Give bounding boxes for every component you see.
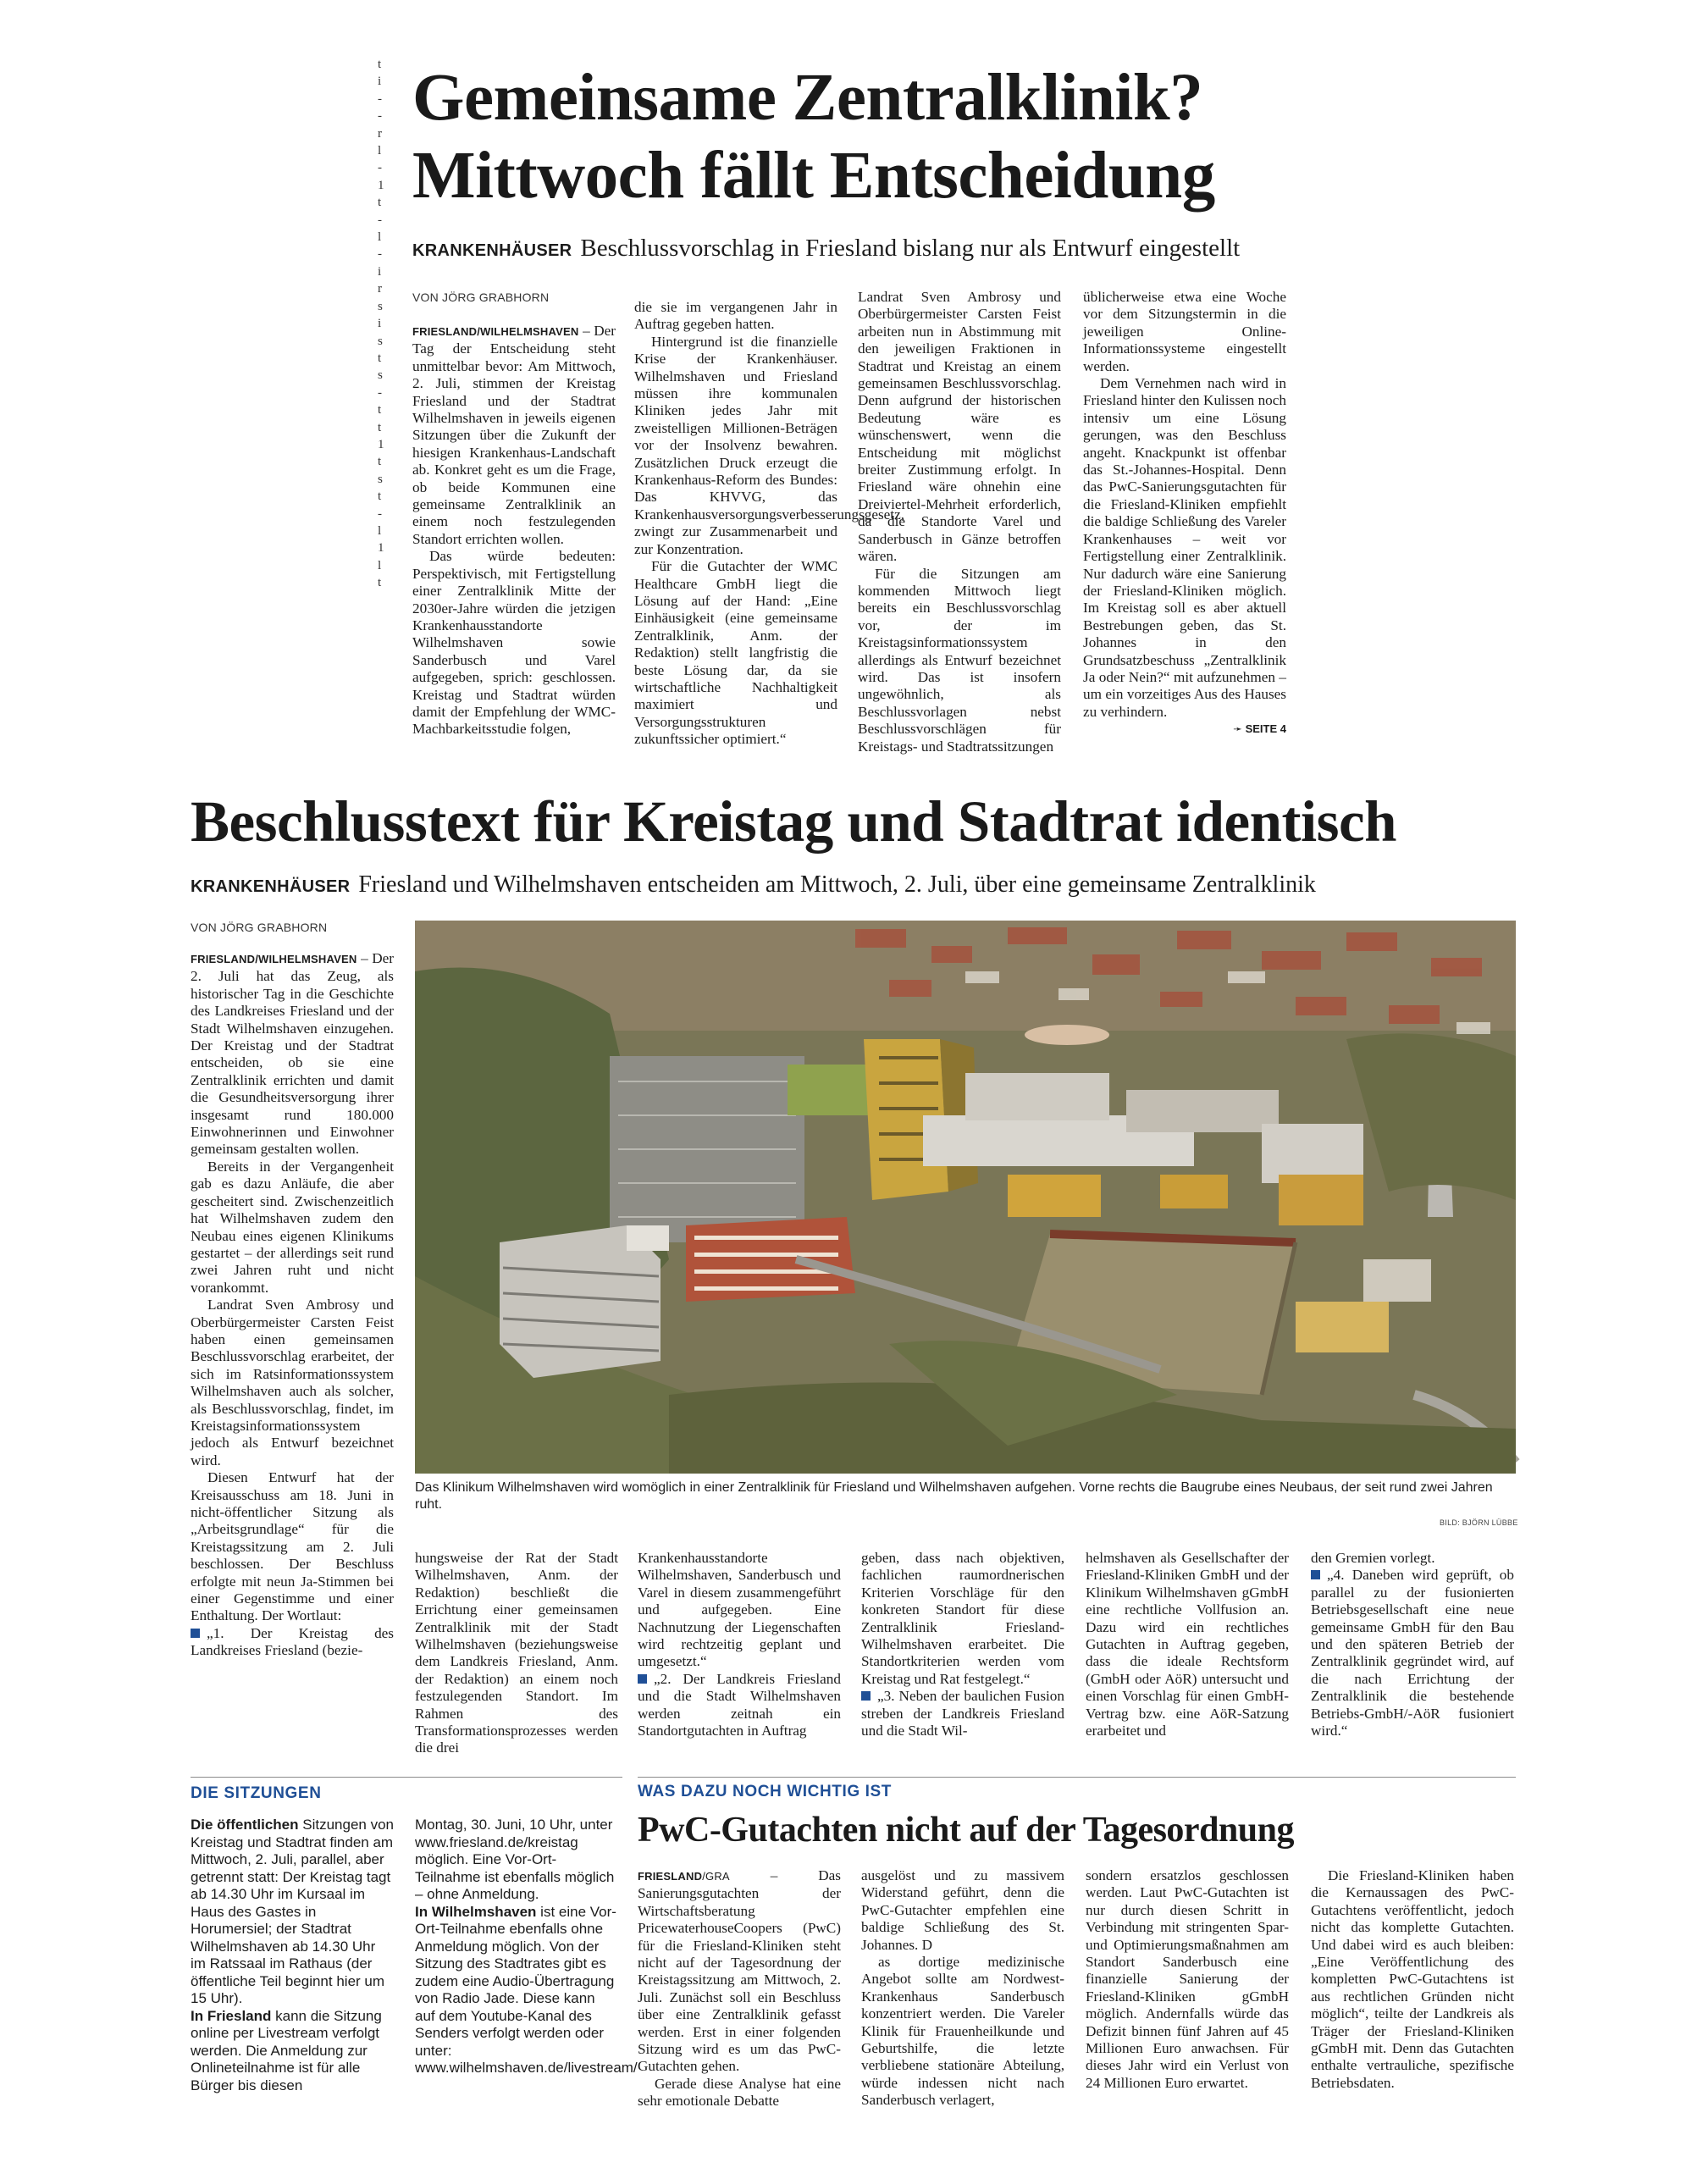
sitzungen-col1 <box>191 1817 394 2094</box>
list-square-icon <box>861 1691 871 1701</box>
aerial-hospital-illustration <box>415 921 1516 1474</box>
article2-col3 <box>638 1550 841 1757</box>
article2-photo-credit: BILD: BJÖRN LÜBBE <box>1440 1518 1518 1527</box>
list-square-icon <box>1311 1570 1320 1579</box>
margin-fragment: - <box>378 247 382 262</box>
article1-col4 <box>1083 289 1286 763</box>
article2-col6-item: „4. Daneben wird geprüft, ob parallel zu der fusionierten Betriebsgesellschaft eine neue gemeinsame GmbH für den Bau und den späteren Betrieb der Zentralklinik gegründet wird, auf die nach Errichtung der Zentralklinik die bestehende Betriebs-GmbH/-AöR fusioniert wird.“ <box>1311 1567 1514 1739</box>
article2-col6-p1: den Gremien vorlegt. <box>1311 1550 1435 1566</box>
article1-headline-line2: Mittwoch fällt Entscheidung <box>412 139 1215 213</box>
sitzungen-col1-p1: Die öffentlichen Sitzungen von Kreistag und Stadtrat finden am Mittwoch, 2. Juli, parallel, aber getrennt statt: Der Kreistag tagt ab 14.30 Uhr im Kursaal im Haus des Gastes in Horumersiel; der Stadtrat Wilhelmshaven ab 14.30 Uhr im Ratssaal im Rathaus (der öffentliche Teil beginnt hier um 15 Uhr). <box>191 1817 394 2006</box>
article1-page-reference[interactable]: ➛ SEITE 4 <box>1233 722 1286 736</box>
article2-subhead: Friesland und Wilhelmshaven entscheiden am Mittwoch, 2. Juli, über eine gemeinsame Zentralklinik <box>358 871 1316 898</box>
article3-dateline: FRIESLAND/GRA <box>638 1870 730 1883</box>
sitzungen-title: DIE SITZUNGEN <box>191 1784 322 1802</box>
list-square-icon <box>638 1674 647 1684</box>
article3-col3 <box>1086 1867 1289 2147</box>
margin-fragment: i <box>378 264 382 279</box>
article2-headline: Beschlusstext für Kreistag und Stadtrat identisch <box>191 789 1396 854</box>
article1-col3-p2: Für die Sitzungen am kommenden Mittwoch liegt bereits ein Beschlussvorschlag vor, der im Kreistagsinformationssystem allerdings als Entwurf bezeichnet wird. Das ist insofern ungewöhnlich, als Beschlussvorlagen nebst Beschlussvorschlägen für Kreistags- und Stadtratssitzungen <box>858 565 1061 755</box>
sitzungen-rule <box>191 1777 622 1778</box>
article2-col2-p1: hungsweise der Rat der Stadt Wilhelmshaven, Anm. der Redaktion) beschließt die Errichtung einer gemeinsamen Zentralklinik mit der Stadt Wilhelmshaven (beziehungsweise dem Landkreis Friesland, Anm. der Redaktion) an einem noch festzulegenden Standort. Im Rahmen des Transformationsprozesses werden die drei <box>415 1550 618 1756</box>
sitzungen-col1-p2: In Friesland kann die Sitzung online per Livestream verfolgt werden. Die Anmeldung zur Onlineteilnahme ist für alle Bürger bis diesen <box>191 2007 382 2093</box>
article1-col1 <box>412 323 616 759</box>
article1-col2-p1: die sie im vergangenen Jahr in Auftrag gegeben hatten. <box>634 299 837 333</box>
article3-col2 <box>861 1867 1064 2147</box>
list-square-icon <box>191 1629 200 1638</box>
article2-photo-caption: Das Klinikum Wilhelmshaven wird womöglich in einer Zentralklinik für Friesland und Wilhelmshaven aufgehen. Vorne rechts die Baugrube eines Neubaus, der seit rund zwei Jahren ruht. <box>415 1480 1493 1512</box>
article3-col1 <box>638 1867 841 2147</box>
article2-col1-p4: Diesen Entwurf hat der Kreisausschuss am 18. Juni in nicht-öffentlicher Sitzung als „Arbeitsgrundlage“ für die Kreistagssitzung am 2. Juli beschlossen. Der Beschluss erfolgte mit neun Ja-Stimmen bei einer Gegenstimme und einer Enthaltung. Der Wortlaut: <box>191 1469 394 1624</box>
article2-col4-item: „3. Neben der baulichen Fusion streben der Landkreis Friesland und die Stadt Wil- <box>861 1688 1064 1739</box>
article2-topline <box>191 870 1316 902</box>
article1-col2-p2: Hintergrund ist die finanzielle Krise der Krankenhäuser. Wilhelmshaven und Friesland müssen ihre kommunalen Kliniken jedes Jahr mit zweistelligen Millionen-Beträgen vor der Insolvenz bewahren. Zusätzlichen Druck erzeugt die Krankenhaus-Reform des Bundes: Das KHVVG, das Krankenhausversorgungsverbesserungsgesetz, zwingt zur Zusammenarbeit und zur Konzentration. <box>634 333 904 557</box>
margin-fragment: - <box>378 161 382 175</box>
article1-subhead: Beschlussvorschlag in Friesland bislang nur als Entwurf eingestellt <box>580 235 1241 262</box>
article3-col1-p2: Gerade diese Analyse hat eine sehr emotionale Debatte <box>638 2075 841 2110</box>
margin-fragment: r <box>378 282 382 296</box>
article2-col3-item: „2. Der Landkreis Friesland und die Stadt Wilhelmshaven werden zeitnah ein Standortgutachten in Auftrag <box>638 1670 841 1739</box>
margin-fragment: l <box>378 144 382 158</box>
margin-fragment: - <box>378 385 382 400</box>
article2-col4-p1: geben, dass nach objektiven, fachlichen raumordnerischen Kriterien Vorschläge für den konkreten Standort für diese Zentralklinik Friesland-Wilhelmshaven erarbeitet. Die Standortkriterien werden vom Kreistag und Rat festgelegt.“ <box>861 1550 1064 1687</box>
margin-fragment: s <box>378 299 383 313</box>
margin-fragment: - <box>378 109 382 124</box>
article2-col1-item: „1. Der Kreistag des Landkreises Friesland (bezie- <box>191 1624 394 1659</box>
margin-fragment: t <box>378 351 382 365</box>
margin-fragment: t <box>378 58 382 71</box>
margin-fragment: - <box>378 213 382 227</box>
article1-col1-p2: Das würde bedeuten: Perspektivisch, mit Fertigstellung einer Zentralklinik Mitte der 2030er-Jahre würden die jetzigen Krankenhausstandorte Wilhelmshaven sowie Sanderbusch und Varel aufgegeben, sprich: geschlossen. Kreistag und Stadtrat würden damit der Empfehlung der WMC-Machbarkeitsstudie folgen, <box>412 548 616 738</box>
margin-fragment: l <box>378 230 382 245</box>
article1-topline <box>412 233 1240 266</box>
sitzungen-col2-p2: In Wilhelmshaven ist eine Vor-Ort-Teilnahme ebenfalls ohne Anmeldung möglich. Von der Sitzung des Stadtrates gibt es zudem eine Audio-Übertragung von Radio Jade. Diese kann auf dem Youtube-Kanal des Senders verfolgt werden oder unter: www.wilhelmshaven.de/livestream/ <box>415 1903 638 2076</box>
article1-col3-p1: Landrat Sven Ambrosy und Oberbürgermeister Carsten Feist arbeiten nun in Abstimmung mit den jeweiligen Fraktionen in Stadtrat und Kreistag an einem gemeinsamen Beschlussvorschlag. Denn aufgrund der historischen Bedeutung wäre es wünschenswert, wenn die Entscheidung mit möglichst breiter Zustimmung erfolgt. In Friesland wäre ohnehin eine Dreiviertel-Mehrheit erforderlich, da die Standorte Varel und Sanderbusch in Gänze betroffen wären. <box>858 289 1061 565</box>
margin-fragment: t <box>378 403 382 418</box>
sitzungen-col2-p1: Montag, 30. Juni, 10 Uhr, unter www.friesland.de/kreistag möglich. Eine Vor-Ort-Teilnahme ist ebenfalls möglich – ohne Anmeldung. <box>415 1817 615 1902</box>
article2-col5-p1: helmshaven als Gesellschafter der Friesland-Kliniken GmbH und der Klinikum Wilhelmshaven gGmbH eine rechtliche Vollfusion an. Dazu wird ein rechtliches Gutachten in Auftrag gegeben, dass die ideale Rechtsform (GmbH oder AöR) untersucht und einen Vorschlag für einen GmbH-Vertrag bzw. eine AöR-Satzung erarbeitet und <box>1086 1550 1289 1739</box>
article2-col1 <box>191 950 394 1755</box>
margin-fragment: t <box>378 489 382 504</box>
article1-col3 <box>858 289 1061 760</box>
margin-fragment: i <box>378 317 382 331</box>
article2-photo <box>415 921 1516 1474</box>
margin-fragment: s <box>378 368 383 383</box>
article2-byline: VON JÖRG GRABHORN <box>191 921 328 934</box>
article3-col4-p1: Die Friesland-Kliniken haben die Kernaussagen des PwC-Gutachtens veröffentlicht, jedoch nicht das komplette Gutachten. Und dabei wird es auch bleiben: „Eine Veröffentlichung des kompletten PwC-Gutachtens ist aus rechtlichen Gründen nicht möglich“, teilte der Landkreis als Träger der Friesland-Kliniken gGmbH mit. Denn das Gutachten enthalte vertrauliche, spezifische Betriebsdaten. <box>1311 1867 1514 2091</box>
article2-col2 <box>415 1550 618 1757</box>
article2-dateline: FRIESLAND/WILHELMSHAVEN <box>191 953 357 965</box>
article1-headline <box>412 59 1344 215</box>
article3-col4 <box>1311 1867 1514 2147</box>
article1-headline-line1: Gemeinsame Zentralklinik? <box>412 61 1203 135</box>
article3-section-label: WAS DAZU NOCH WICHTIG IST <box>638 1783 892 1800</box>
article3-headline: PwC-Gutachten nicht auf der Tagesordnung <box>638 1811 1295 1850</box>
article1-col2-p3: Für die Gutachter der WMC Healthcare GmbH liegt die Lösung auf der Hand: „Eine Einhäusigkeit (eine gemeinsame Zentralklinik, Anm. der Redaktion) stellt langfristig die beste Lösung dar, da sie wirtschaftliche Nachhaltigkeit maximiert und Versorgungsstrukturen zukunftssicher optimiert.“ <box>634 558 837 748</box>
margin-fragment: t <box>378 420 382 434</box>
article1-col1-p1: FRIESLAND/WILHELMSHAVEN – Der Tag der Entscheidung steht unmittelbar bevor: Am Mittwoch, 2. Juli, stimmen der Kreistag Friesland und der Stadtrat Wilhelmshaven in jeweils eigenen Sitzungen über die Zukunft der hiesigen Krankenhaus-Landschaft ab. Konkret geht es um die Frage, ob beide Kommunen eine gemeinsame Zentralklinik an einem noch festzulegenden Standort errichten wollen. <box>412 323 616 547</box>
margin-fragment: 1 <box>378 437 384 451</box>
margin-fragment: r <box>378 126 382 141</box>
margin-fragment: t <box>378 455 382 469</box>
article2-col4 <box>861 1550 1064 1757</box>
article1-dateline: FRIESLAND/WILHELMSHAVEN <box>412 325 579 338</box>
margin-fragment: i <box>378 75 382 89</box>
margin-fragment: 1 <box>378 541 384 556</box>
article2-col3-p1: Krankenhausstandorte Wilhelmshaven, Sanderbusch und Varel in diesem zusammengeführt und aufgegeben. Eine Nachnutzung der Liegenschaften wird rechtzeitig geplant und umgesetzt.“ <box>638 1550 841 1670</box>
article2-col5 <box>1086 1550 1289 1757</box>
margin-fragment: - <box>378 91 382 106</box>
margin-fragment: l <box>378 558 382 572</box>
article3-col1-p1: FRIESLAND/GRA – Das Sanierungsgutachten der Wirtschaftsberatung PricewaterhouseCoopers (PwC) für die Friesland-Kliniken steht nicht auf der Tagesordnung der Kreistagssitzung am Mittwoch, 2. Juli. Zunächst soll ein Beschluss über eine Zentralklinik gefasst werden. Erst in einer folgenden Sitzung wird es um das PwC-Gutachten gehen. <box>638 1867 841 2075</box>
article1-kicker: KRANKENHÄUSER <box>412 241 572 260</box>
margin-fragments <box>378 56 390 750</box>
sitzungen-col2 <box>415 1817 638 2077</box>
article1-col2 <box>634 299 904 760</box>
article3-col2-p1: ausgelöst und zu massivem Widerstand geführt, denn die PwC-Gutachter empfehlen eine baldige Schließung des St. Johannes. D <box>861 1867 1064 1953</box>
margin-fragment: - <box>378 506 382 521</box>
margin-fragment: s <box>378 472 383 486</box>
article1-byline: VON JÖRG GRABHORN <box>412 290 550 304</box>
margin-fragment: s <box>378 334 383 348</box>
article3-col2-p2: as dortige medizinische Angebot sollte am Nordwest-Krankenhaus Sanderbusch konzentriert werden. Die Vareler Klinik für Frauenheilkunde und Geburtshilfe, die letzte verbliebene stationäre Abteilung, würde indessen nicht nach Sanderbusch verlagert, <box>861 1954 1064 2109</box>
margin-fragment: l <box>378 523 382 538</box>
margin-fragment: t <box>378 196 382 210</box>
article3-col3-p1: sondern ersatzlos geschlossen werden. Laut PwC-Gutachten ist nur durch diesen Schritt in Verbindung mit stringenten Spar- und Optimierungsmaßnahmen am Standort Sanderbusch eine finanzielle Sanierung der Friesland-Kliniken gGmbH möglich. Andernfalls würde das Defizit binnen fünf Jahren auf 45 Millionen Euro anwachsen. Für dieses Jahr wird ein Verlust von 24 Millionen Euro erwartet. <box>1086 1867 1289 2091</box>
article3-rule <box>638 1777 1516 1778</box>
article2-kicker: KRANKENHÄUSER <box>191 877 351 896</box>
article1-col4-p2: Dem Vernehmen nach wird in Friesland hinter den Kulissen noch intensiv um eine Lösung gerungen, was den Beschluss angeht. Knackpunkt ist offenbar das St.-Johannes-Hospital. Denn das PwC-Sanierungsgutachten für die Friesland-Kliniken empfiehlt die baldige Schließung des Vareler Krankenhauses – weit vor Fertigstellung einer Zentralklinik. Nur dadurch wäre eine Sanierung der Friesland-Kliniken möglich. Im Kreistag soll es aber aktuell Bestrebungen geben, das St. Johannes in den Grundsatzbeschuss „Zentralklinik Ja oder Nein?“ mit aufzunehmen – um ein vorzeitiges Aus des Hauses zu verhindern. <box>1083 375 1286 720</box>
article2-col1-p3: Landrat Sven Ambrosy und Oberbürgermeister Carsten Feist haben einen gemeinsamen Beschlussvorschlag erarbeitet, der sich im Ratsinformationssystem Wilhelmshaven auch als solcher, als Beschlussvorschlag, findet, im Kreistagsinformationssystem jedoch als Entwurf bezeichnet wird. <box>191 1297 394 1468</box>
article2-col6 <box>1311 1550 1514 1757</box>
margin-fragment: 1 <box>378 178 384 192</box>
article2-col1-p1: FRIESLAND/WILHELMSHAVEN – Der 2. Juli hat das Zeug, als historischer Tag in die Geschichte des Landkreises Friesland und der Stadt Wilhelmshaven einzugehen. Der Kreistag und der Stadtrat entscheiden, ob sie eine Zentralklinik errichten und damit die Gesundheitsversorgung ihrer insgesamt rund 180.000 Einwohnerinnen und Einwohner gemeinsam gestalten wollen. <box>191 950 395 1158</box>
article1-col4-p1: üblicherweise etwa eine Woche vor dem Sitzungstermin in die jeweiligen Online-Informationssysteme eingestellt werden. <box>1083 289 1286 374</box>
margin-fragment: t <box>378 576 382 590</box>
article2-col1-p2: Bereits in der Vergangenheit gab es dazu Anläufe, die aber gescheitert sind. Zwischenzeitlich hat Wilhelmshaven zudem den Neubau eines eigenen Klinikums gestartet – der allerdings seit rund zwei Jahren ruht und nicht vorankommt. <box>191 1158 394 1296</box>
